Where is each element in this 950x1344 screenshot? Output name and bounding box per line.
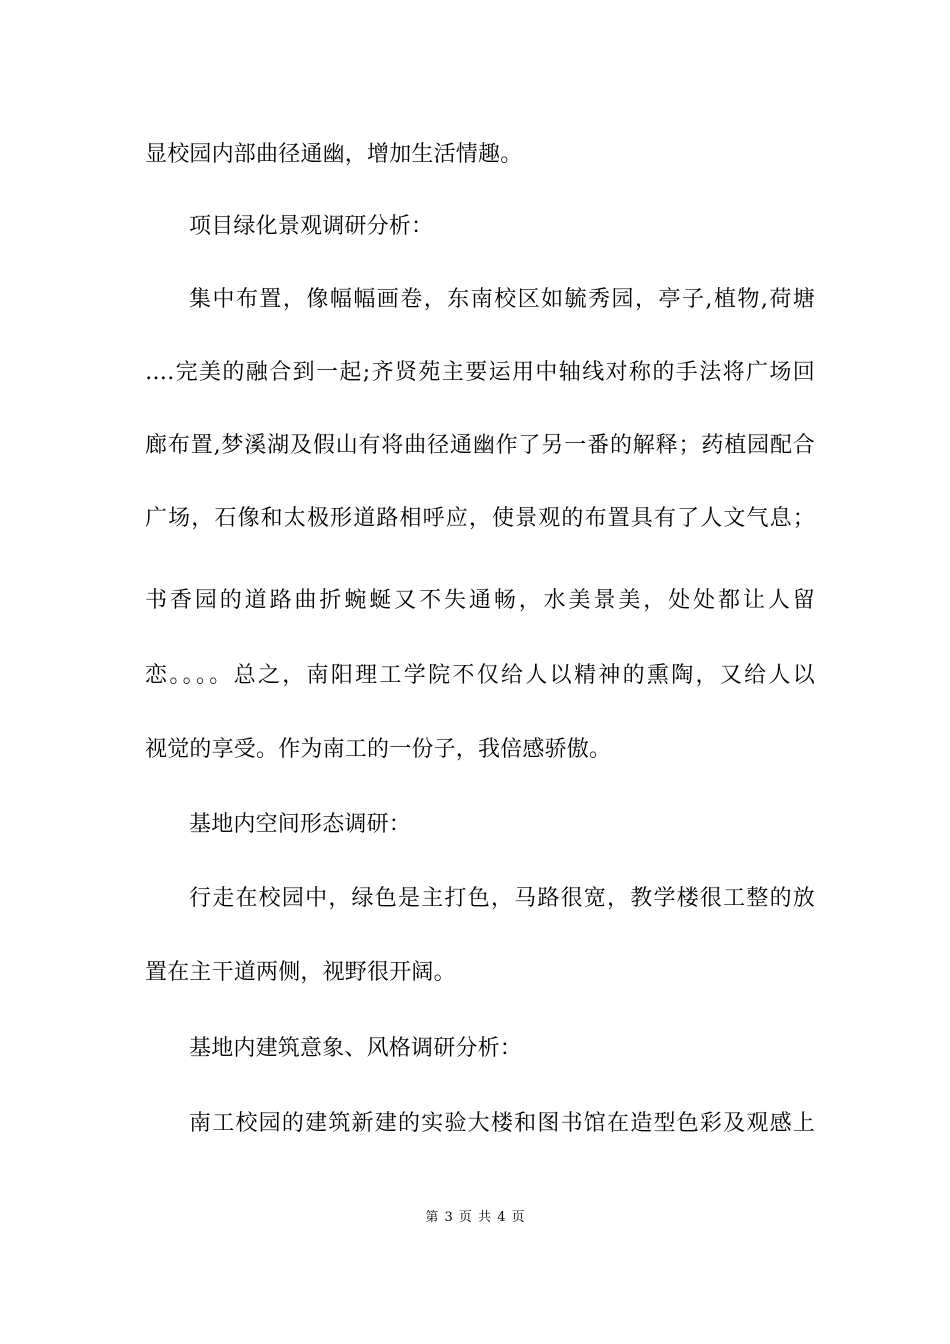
section-heading: 基地内空间形态调研： bbox=[189, 812, 412, 837]
section-heading: 基地内建筑意象、风格调研分析： bbox=[189, 1036, 523, 1061]
text-line: 恋。。。。总之，南阳理工学院不仅给人以精神的熏陶，又给人以 bbox=[145, 663, 815, 688]
text-line: 视觉的享受。作为南工的一份子，我倍感骄傲。 bbox=[145, 737, 612, 762]
text-line: 显校园内部曲径通幽，增加生活情趣。 bbox=[145, 142, 523, 167]
text-line: ….完美的融合到一起;齐贤苑主要运用中轴线对称的手法将广场回 bbox=[145, 360, 815, 385]
page-number-footer: 第 3 页 共 4 页 bbox=[425, 1210, 525, 1225]
text-line: 置在主干道两侧，视野很开阔。 bbox=[145, 960, 456, 985]
text-line: 书香园的道路曲折蜿蜒又不失通畅，水美景美，处处都让人留 bbox=[145, 588, 815, 613]
text-line: 行走在校园中，绿色是主打色，马路很宽，教学楼很工整的放 bbox=[189, 886, 815, 911]
text-line: 廊布置,梦溪湖及假山有将曲径通幽作了另一番的解释；药植园配合 bbox=[145, 433, 815, 458]
text-line: 南工校园的建筑新建的实验大楼和图书馆在造型色彩及观感上 bbox=[189, 1111, 815, 1136]
section-heading: 项目绿化景观调研分析： bbox=[189, 214, 434, 239]
text-line: 集中布置，像幅幅画卷，东南校区如毓秀园，亭子,植物,荷塘 bbox=[189, 287, 815, 312]
text-line: 广场，石像和太极形道路相呼应，使景观的布置具有了人文气息； bbox=[145, 506, 815, 531]
